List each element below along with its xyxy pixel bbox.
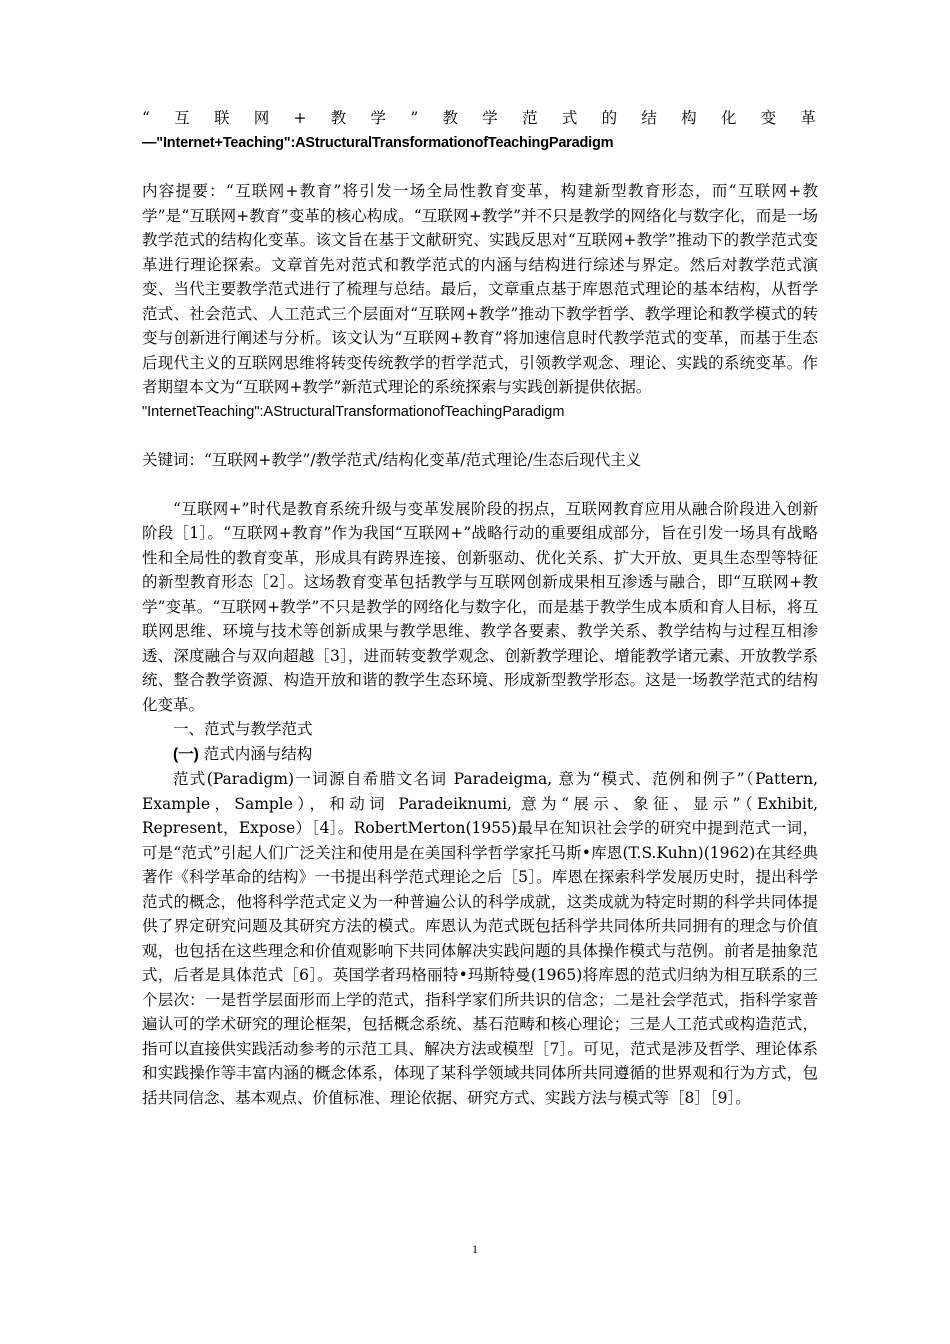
spacer bbox=[142, 424, 818, 448]
page-number: 1 bbox=[472, 1242, 478, 1256]
keywords: 关键词：“互联网+教学”/教学范式/结构化变革/范式理论/生态后现代主义 bbox=[142, 451, 642, 469]
abstract-english: "InternetTeaching":AStructuralTransformationofTeachingParadigm bbox=[142, 403, 565, 420]
section-heading: 一、范式与教学范式 bbox=[173, 720, 313, 738]
subsection-heading bbox=[142, 742, 818, 768]
subsection-title: 范式内涵与结构 bbox=[198, 744, 313, 763]
subsection-number: (一) bbox=[173, 745, 199, 763]
spacer bbox=[142, 473, 818, 497]
body-paragraph: 范式(Paradigm)一词源自希腊文名词 Paradeigma, 意为“模式、范例和例子”（Pattern, Example，Sample），和动词 Paradeiknumi, 意为“展示、象征、显示”（Exhibit, Represent，Expose）［4］。RobertMerton(1955)最早在知识社会学的研究中提到范式一词，可是“范式”引起人们广泛关注和使用是在美国科学哲学家托马斯•库恩(T.S.Kuhn)(1962)在其经典著作《科学革命的结构》一书提出科学范式理论之后［5］。库恩在探索科学发展历史时，提出科学范式的概念，他将科学范式定义为一种普遍公认的科学成就，这类成就为特定时期的科学共同体提供了界定研究问题及其研究方法的模式。库恩认为范式既包括科学共同体所共同拥有的理念与价值观，也包括在这些理念和价值观影响下共同体解决实践问题的具体操作模式与范例。前者是抽象范式，后者是具体范式［6］。英国学者玛格丽特•玛斯特曼(1965)将库恩的范式归纳为相互联系的三个层次：一是哲学层面形而上学的范式，指科学家们所共识的信念；二是社会学范式，指科学家普遍认可的学术研究的理论框架，包括概念系统、基石范畴和核心理论；三是人工范式或构造范式，指可以直接供实践活动参考的示范工具、解决方法或模型［7］。可见，范式是涉及哲学、理论体系和实践操作等丰富内涵的概念体系，体现了某科学领域共同体所共同遵循的世界观和行为方式，包括共同信念、基本观点、价值标准、理论依据、研究方式、实践方法与模式等［8］［9］。 bbox=[142, 770, 818, 1107]
intro-paragraph: “互联网+”时代是教育系统升级与变革发展阶段的拐点，互联网教育应用从融合阶段进入创新阶段［1］。“互联网+教育”作为我国“互联网+”战略行动的重要组成部分，旨在引发一场具有战略性和全局性的教育变革，形成具有跨界连接、创新驱动、优化关系、扩大开放、更具生态型等特征的新型教育形态［2］。这场教育变革包括教学与互联网创新成果相互渗透与融合，即“互联网+教学”变革。“互联网+教学”不只是教学的网络化与数字化，而是基于教学生成本质和育人目标，将互联网思维、环境与技术等创新成果与教学思维、教学各要素、教学关系、教学结构与过程互相渗透、深度融合与双向超越［3］，进而转变教学观念、创新教学理论、增能教学诸元素、开放教学系统、整合教学资源、构造开放和谐的教学生态环境、形成新型教学形态。这是一场教学范式的结构化变革。 bbox=[142, 499, 818, 714]
spacer bbox=[142, 155, 818, 179]
title-english: —"Internet+Teaching":AStructuralTransformationofTeachingParadigm bbox=[142, 134, 614, 151]
abstract: 内容提要：“互联网+教育”将引发一场全局性教育变革，构建新型教育形态，而“互联网+教学”是“互联网+教育”变革的核心构成。“互联网+教学”并不只是教学的网络化与数字化，而是一场教学范式的结构化变革。该文旨在基于文献研究、实践反思对“互联网+教学”推动下的教学范式变革进行理论探索。文章首先对范式和教学范式的内涵与结构进行综述与界定。然后对教学范式演变、当代主要教学范式进行了梳理与总结。最后，文章重点基于库恩范式理论的基本结构，从哲学范式、社会范式、人工范式三个层面对“互联网+教学”推动下教学哲学、教学理论和教学模式的转变与创新进行阐述与分析。该文认为“互联网+教育”将加速信息时代教学范式的变革，而基于生态后现代主义的互联网思维将转变传统教学的哲学范式，引领教学观念、理论、实践的系统变革。作者期望本文为“互联网+教学”新范式理论的系统探索与实践创新提供依据。 bbox=[142, 182, 818, 396]
title-chinese: “互联网+教学”教学范式的结构化变革 bbox=[142, 109, 818, 127]
document-body bbox=[142, 106, 818, 1110]
